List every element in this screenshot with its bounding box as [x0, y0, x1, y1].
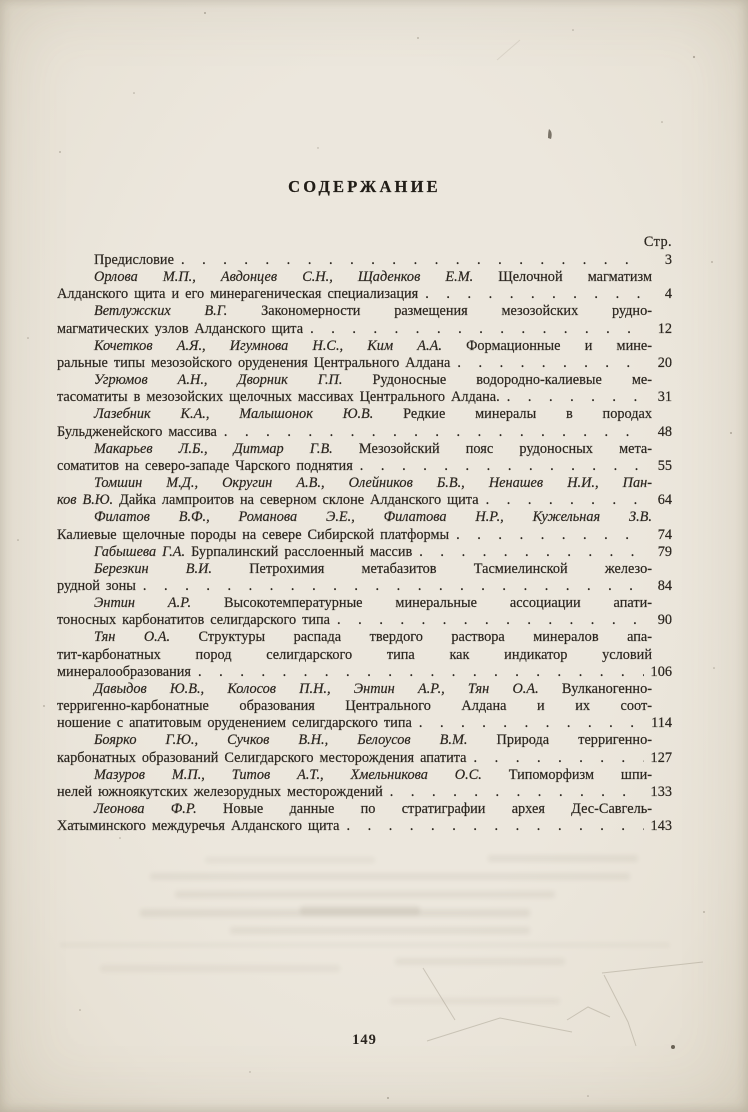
toc-line [57, 715, 672, 732]
toc-line [57, 629, 672, 646]
toc-entry-title: Природа терригенно- [467, 732, 652, 749]
toc-line-text [94, 767, 672, 784]
toc-lines [57, 252, 672, 835]
page-column-header: Стр. [643, 234, 672, 250]
dot-leader [198, 664, 644, 681]
toc-page-ref: 79 [657, 543, 672, 560]
toc-line [57, 252, 672, 269]
toc-line [57, 664, 672, 681]
toc-line [57, 681, 672, 698]
toc-page-ref: 90 [657, 612, 672, 629]
toc-entry-title: карбонатных образований Селигдарского месторождения апатита [57, 749, 467, 766]
dot-leader [337, 612, 644, 629]
toc-entry-title: Бульдженейского массива [57, 423, 217, 440]
dot-leader [224, 424, 644, 441]
toc-line [57, 372, 672, 389]
toc-authors: Ветлужских В.Г. [94, 303, 228, 320]
toc-line [57, 475, 672, 492]
toc-authors: Филатов В.Ф., Романова Э.Е., Филатова Н.Р., Кужельная З.В. [94, 509, 652, 526]
toc-entry-title: Калиевые щелочные породы на севере Сибирской платформы [57, 526, 450, 543]
toc-entry-title: нелей южноякутских железорудных месторождений [57, 783, 383, 800]
dot-leader [457, 355, 644, 372]
toc-entry-title: рудной зоны [57, 577, 136, 594]
toc-page-ref: 55 [657, 457, 672, 474]
toc-line [57, 578, 672, 595]
toc-line-text [94, 303, 672, 320]
show-through-line [395, 958, 565, 965]
toc-page-ref: 127 [650, 749, 672, 766]
page-title: СОДЕРЖАНИЕ [288, 177, 441, 196]
toc-line [57, 458, 672, 475]
toc-line-text [94, 475, 672, 492]
toc-entry-title: Алданского щита и его минерагеническая специализация [57, 286, 419, 303]
toc-authors: Угрюмов А.Н., Дворник Г.П. [94, 372, 343, 389]
toc-line-text [94, 406, 672, 423]
toc-entry-title: терригенно-карбонатные образования Центрального Алдана и их соот- [57, 698, 652, 715]
toc-line [57, 784, 672, 801]
show-through-line [175, 891, 555, 898]
toc-line-text [57, 458, 353, 475]
toc-line [57, 612, 672, 629]
show-through-line [100, 965, 340, 972]
toc-entry-title: Высокотемпературные минеральные ассоциации апати- [191, 595, 652, 612]
dot-leader [456, 527, 644, 544]
toc-line-text [94, 544, 412, 561]
toc-line-text [94, 801, 672, 818]
toc-line-text [57, 715, 412, 732]
toc-entry-title: Бурпалинский расслоенный массив [185, 543, 413, 560]
toc-page-ref: 114 [651, 715, 672, 732]
toc-line-text [94, 372, 672, 389]
toc-entry-title: Щелочной магматизм [473, 269, 652, 286]
toc-authors: ков В.Ю. [57, 492, 114, 509]
toc-line-text [94, 252, 174, 269]
toc-authors: Лазебник К.А., Малышонок Ю.В. [94, 406, 374, 423]
toc-line-text [94, 509, 672, 526]
toc-line-text [94, 338, 672, 355]
toc-line [57, 441, 672, 458]
toc-entry-title: ральные типы мезозойского оруденения Центрального Алдана [57, 354, 451, 371]
toc-line-text [57, 612, 330, 629]
toc-entry-title: Петрохимия метабазитов Тасмиелинской железо- [212, 560, 652, 577]
toc-page-ref: 12 [657, 320, 672, 337]
toc-page-ref: 4 [664, 286, 672, 303]
show-through-line [60, 943, 670, 947]
toc-entry-title: тоносных карбонатитов селигдарского типа [57, 612, 331, 629]
toc-line [57, 303, 672, 320]
toc-authors: Тян О.А. [94, 629, 171, 646]
toc-entry-title: минералообразования [57, 663, 192, 680]
toc-line [57, 818, 672, 835]
dot-leader [143, 578, 644, 595]
toc-line-text [57, 286, 418, 303]
toc-entry-title: Редкие минералы в породах [373, 406, 652, 423]
toc-line-text [94, 629, 672, 646]
toc-page-ref: 20 [657, 354, 672, 371]
dot-leader [181, 252, 644, 269]
toc-authors: Орлова М.П., Авдонцев С.Н., Щаденков Е.М. [94, 269, 474, 286]
toc-line-text [94, 269, 672, 286]
show-through-line [488, 855, 638, 862]
dot-leader [419, 544, 644, 561]
toc-page-ref: 64 [657, 492, 672, 509]
toc-authors: Боярко Г.Ю., Сучков В.Н., Белоусов В.М. [94, 732, 468, 749]
toc-authors: Давыдов Ю.В., Колосов П.Н., Энтин А.Р., Тян О.А. [94, 680, 539, 697]
dot-leader [419, 715, 644, 732]
toc-line-text [57, 818, 339, 835]
show-through-line [150, 873, 630, 880]
toc-line [57, 595, 672, 612]
toc-page-ref: 106 [650, 663, 672, 680]
toc-entry-title: Формационные и мине- [441, 337, 653, 354]
toc-authors: Мазуров М.П., Титов А.Т., Хмельникова О.С. [94, 766, 482, 783]
toc-line-text [57, 647, 672, 664]
toc-line [57, 767, 672, 784]
toc-line-text [94, 681, 672, 698]
toc-entry-title: Структуры распада твердого раствора минералов апа- [170, 629, 652, 646]
toc-entry-title: Вулканогенно- [538, 680, 652, 697]
toc-authors: Томшин М.Д., Округин А.В., Олейников Б.В., Ненашев Н.И., Пан- [94, 475, 652, 492]
toc-line-text [57, 321, 303, 338]
toc-page-ref: 74 [657, 526, 672, 543]
toc-entry-title: тасоматиты в мезозойских щелочных массивах Центрального Алдана. [57, 389, 500, 406]
toc-line-text [94, 732, 672, 749]
toc-entry-title: соматитов на северо-западе Чарского поднятия [57, 457, 353, 474]
toc-line-text [57, 698, 672, 715]
show-through-line [390, 998, 560, 1004]
toc-line [57, 527, 672, 544]
page-number: 149 [352, 1032, 377, 1048]
toc-line [57, 269, 672, 286]
toc-line-text [57, 355, 450, 372]
dot-leader [474, 750, 644, 767]
toc-line [57, 355, 672, 372]
toc-entry-title: магматических узлов Алданского щита [57, 320, 304, 337]
dot-leader [346, 818, 644, 835]
toc-entry-title: Новые данные по стратиграфии архея Дес-Савгель- [196, 801, 652, 817]
toc-authors: Макарьев Л.Б., Дитмар Г.В. [94, 440, 333, 457]
dot-leader [390, 784, 644, 801]
toc-line [57, 286, 672, 303]
toc-authors: Энтин А.Р. [94, 595, 192, 612]
toc-page-ref: 133 [650, 783, 672, 800]
toc-entry-title: Хатыминского междуречья Алданского щита [57, 818, 340, 835]
toc-line [57, 732, 672, 749]
toc-line [57, 338, 672, 355]
toc-authors: Кочетков А.Я., Игумнова Н.С., Ким А.А. [94, 337, 442, 354]
toc-line-text [94, 561, 672, 578]
toc-page-ref: 31 [657, 389, 672, 406]
toc-line-text [57, 389, 500, 406]
toc-line-text [94, 441, 672, 458]
dot-leader [360, 458, 644, 475]
toc-entry-title: Рудоносные водородно-калиевые ме- [342, 372, 652, 389]
toc-line [57, 647, 672, 664]
toc-authors: Леонова Ф.Р. [94, 801, 197, 817]
toc-line [57, 406, 672, 423]
toc-entry-title: ношение с апатитовым оруденением селигдарского типа [57, 715, 412, 732]
toc-line-text [57, 750, 467, 767]
toc-page-ref: 143 [650, 818, 672, 835]
toc-line [57, 801, 672, 818]
toc-entry-title: Дайка лампроитов на северном склоне Алданского щита [113, 492, 479, 509]
toc-line [57, 698, 672, 715]
toc-entry-title: Предисловие [94, 252, 174, 268]
toc-line-text [57, 784, 383, 801]
dot-leader [425, 286, 644, 303]
show-through-line [205, 857, 375, 863]
toc-authors: Габышева Г.А. [94, 543, 186, 560]
toc-entry-title: Закономерности размещения мезозойских рудно- [227, 303, 652, 320]
table-of-contents [57, 233, 672, 835]
toc-line [57, 561, 672, 578]
toc-entry-title: Типоморфизм шпи- [481, 766, 653, 783]
toc-line [57, 492, 672, 509]
toc-line [57, 321, 672, 338]
toc-authors: Березкин В.И. [94, 560, 212, 577]
toc-line [57, 424, 672, 441]
toc-entry-title: Мезозойский пояс рудоносных мета- [332, 440, 652, 457]
toc-line-text [94, 595, 672, 612]
toc-line-text [57, 424, 217, 441]
toc-line-text [57, 527, 449, 544]
toc-page-ref: 48 [657, 423, 672, 440]
toc-line [57, 544, 672, 561]
toc-page-ref: 3 [664, 252, 672, 268]
toc-entry-title: тит-карбонатных пород селигдарского типа как индикатор условий [57, 646, 652, 663]
toc-line [57, 509, 672, 526]
dot-leader [486, 492, 644, 509]
toc-line-text [57, 492, 479, 509]
toc-page-ref: 84 [657, 577, 672, 594]
toc-line-text [57, 664, 191, 681]
show-through-line [300, 906, 420, 915]
toc-line [57, 750, 672, 767]
dot-leader [310, 321, 644, 338]
show-through-line [230, 927, 530, 934]
toc-line-text [57, 578, 136, 595]
toc-line [57, 389, 672, 406]
dot-leader [507, 389, 644, 406]
